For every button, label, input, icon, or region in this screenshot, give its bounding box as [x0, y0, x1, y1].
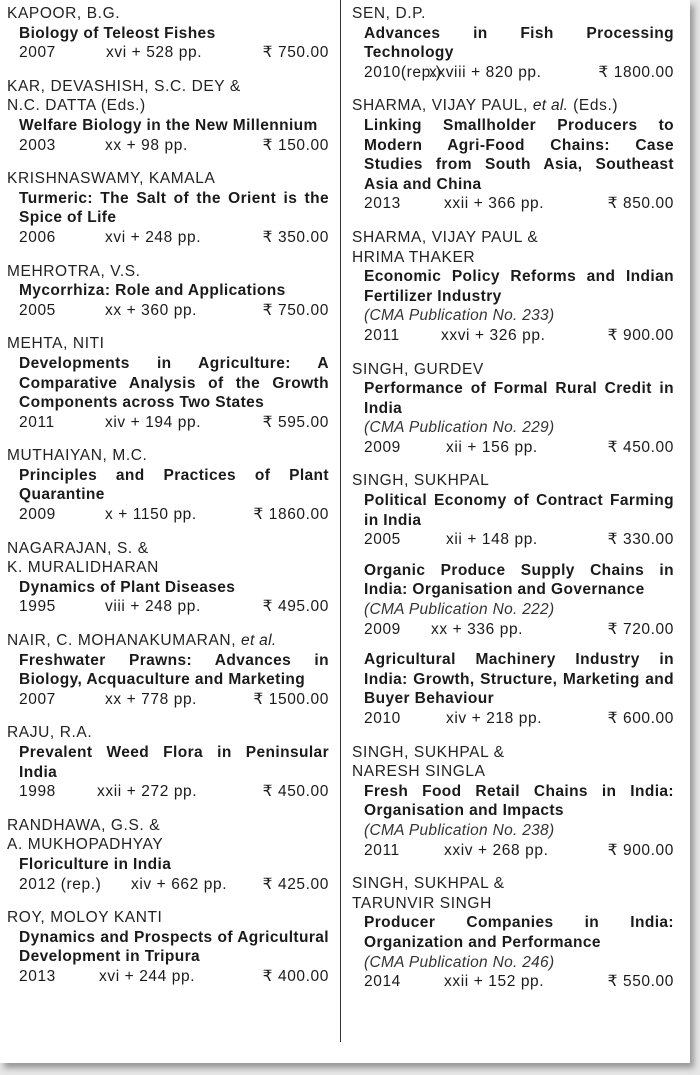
- catalog-entry: [7, 334, 329, 432]
- entry-body: [7, 24, 329, 63]
- book-title: Linking Smallholder Producers to Modern Agri-Food Chains: Case Studies from South Asia, Southeast Asia and China: [364, 116, 674, 193]
- entry-author: K. MURALIDHARAN: [7, 559, 159, 577]
- publication-year: 2012 (rep.): [19, 875, 102, 893]
- publication-year: 1995: [19, 598, 56, 616]
- author-name: SINGH, GURDEV: [352, 360, 484, 378]
- book-price: ₹ 750.00: [262, 301, 329, 319]
- catalog-entry: [7, 169, 329, 247]
- book-title: Floriculture in India: [19, 855, 172, 873]
- page-count: xx + 336 pp.: [431, 620, 524, 638]
- author-name: SEN, D.P.: [352, 5, 427, 22]
- book-price: ₹ 550.00: [607, 973, 674, 991]
- entry-body: [352, 24, 674, 83]
- entry-body: [7, 578, 329, 617]
- author-name: KAPOOR, B.G.: [7, 5, 121, 22]
- book-details: [19, 597, 329, 617]
- book-details: [364, 709, 674, 729]
- book-title: Developments in Agriculture: A Comparative Analysis of the Growth Components across Two States: [19, 354, 329, 412]
- entry-author: A. MUKHOPADHYAY: [7, 836, 164, 854]
- entry-body: [7, 466, 329, 525]
- page-count: xiv + 662 pp.: [131, 875, 228, 893]
- entry-author: NAGARAJAN, S. &: [7, 539, 149, 557]
- book-price: ₹ 350.00: [262, 228, 329, 246]
- entry-body: [7, 189, 329, 248]
- entry-author: HRIMA THAKER: [352, 248, 476, 266]
- book-details: [19, 301, 329, 321]
- author-name: KRISHNASWAMY, KAMALA: [7, 170, 216, 188]
- page-count: xxii + 152 pp.: [444, 973, 545, 991]
- book-title: Principles and Practices of Plant Quarantine: [19, 466, 329, 504]
- entry-body: [352, 491, 674, 550]
- book-price: ₹ 330.00: [607, 531, 674, 549]
- series-note: (CMA Publication No. 238): [364, 821, 555, 839]
- book-details: [19, 782, 329, 802]
- book-title: Organic Produce Supply Chains in India: Organisation and Governance: [364, 561, 674, 599]
- catalog-entry: [352, 874, 674, 992]
- right-column: [352, 4, 674, 992]
- author-et-al: et al.: [532, 97, 569, 115]
- entry-body: [352, 379, 674, 457]
- author-name: MEHTA, NITI: [7, 335, 105, 353]
- catalog-entry: [7, 77, 329, 155]
- publication-year: 1998: [19, 783, 56, 801]
- page-count: xiv + 194 pp.: [105, 413, 202, 431]
- book-price: ₹ 600.00: [607, 710, 674, 727]
- entry-author: [7, 446, 329, 466]
- entry-author: NARESH SINGLA: [352, 763, 486, 781]
- entry-body: [352, 116, 674, 214]
- book-details: [364, 438, 674, 458]
- book-title: Advances in Fish Processing Technology: [364, 24, 674, 62]
- book-title: Dynamics of Plant Diseases: [19, 578, 236, 596]
- publication-year: 2010: [364, 710, 401, 727]
- book-details: [364, 972, 674, 992]
- entry-author: SINGH, SUKHPAL &: [352, 743, 505, 761]
- author-name: NAIR, C. MOHANAKUMARAN,: [7, 632, 237, 650]
- publication-year: 2005: [364, 531, 401, 549]
- publication-year: 2011: [364, 326, 400, 344]
- page-count: xvi + 248 pp.: [105, 228, 202, 246]
- catalog-entry: [352, 228, 674, 346]
- page-count: xvi + 528 pp.: [106, 44, 203, 62]
- publication-year: 2011: [19, 413, 55, 431]
- catalog-entry: [352, 743, 674, 861]
- book-title: Dynamics and Prospects of Agricultural Development in Tripura: [19, 928, 329, 966]
- book-price: ₹ 450.00: [607, 438, 674, 456]
- book-details: [364, 620, 674, 640]
- book-details: [364, 530, 674, 550]
- entry-author: SINGH, SUKHPAL &: [352, 875, 505, 893]
- catalog-entry: [7, 262, 329, 321]
- book-price: ₹ 720.00: [607, 620, 674, 638]
- author-name: RAJU, R.A.: [7, 724, 93, 742]
- page-count: x + 1150 pp.: [105, 506, 197, 524]
- entry-body: [7, 281, 329, 320]
- book-details: [19, 875, 329, 895]
- author-name: MEHROTRA, V.S.: [7, 262, 141, 280]
- entry-body: [7, 928, 329, 987]
- book-price: ₹ 450.00: [262, 783, 329, 801]
- page-count: xxvi + 326 pp.: [441, 326, 546, 344]
- publication-year: 2003: [19, 136, 56, 154]
- entry-body: [7, 743, 329, 802]
- entry-body: [352, 913, 674, 991]
- book-title: Performance of Formal Rural Credit in India: [364, 380, 674, 417]
- series-note: (CMA Publication No. 233): [364, 307, 555, 325]
- series-note: (CMA Publication No. 229): [364, 419, 555, 437]
- entry-author: [352, 4, 674, 24]
- page-count: xxiv + 268 pp.: [444, 841, 549, 859]
- publication-year: 2007: [19, 690, 56, 708]
- entry-author: [7, 908, 329, 928]
- book-price: ₹ 425.00: [262, 875, 329, 893]
- book-title: Welfare Biology in the New Millennium: [19, 116, 318, 134]
- catalog-entry: [352, 561, 674, 639]
- publication-year: 2009: [19, 506, 56, 524]
- catalog-entry: [7, 723, 329, 801]
- book-details: [364, 326, 674, 346]
- catalog-entry: [7, 4, 329, 63]
- catalog-entry: [352, 650, 674, 728]
- catalog-entry: [7, 539, 329, 617]
- column-divider: [340, 0, 341, 1042]
- catalog-entry: [352, 360, 674, 458]
- page-count: xx + 778 pp.: [105, 690, 198, 708]
- entry-author: [7, 169, 329, 189]
- entry-author: TARUNVIR SINGH: [352, 894, 492, 912]
- entry-author: SHARMA, VIJAY PAUL &: [352, 228, 539, 246]
- page-count: viii + 248 pp.: [105, 598, 201, 616]
- entry-author: [352, 96, 674, 116]
- author-name: MUTHAIYAN, M.C.: [7, 447, 148, 465]
- series-note: (CMA Publication No. 222): [364, 601, 555, 619]
- page-count: xx + 360 pp.: [105, 301, 198, 319]
- book-price: ₹ 495.00: [262, 598, 329, 616]
- author-et-al: et al.: [241, 632, 277, 650]
- book-details: [19, 967, 329, 987]
- series-note: (CMA Publication No. 246): [364, 953, 555, 971]
- book-title: Agricultural Machinery Industry in India: Growth, Structure, Marketing and Buyer Behaviour: [364, 651, 674, 708]
- entry-author: [7, 631, 329, 651]
- catalog-entry: [7, 816, 329, 894]
- catalog-entry: [7, 446, 329, 524]
- publication-year: 2005: [19, 301, 56, 319]
- page-count: xxii + 272 pp.: [97, 783, 198, 801]
- page-count: xxviii + 820 pp.: [429, 63, 542, 81]
- entry-body: [352, 650, 674, 728]
- book-price: ₹ 595.00: [262, 413, 329, 431]
- author-name: ROY, MOLOY KANTI: [7, 909, 163, 927]
- book-title: Prevalent Weed Flora in Peninsular India: [19, 744, 329, 781]
- book-title: Fresh Food Retail Chains in India: Organisation and Impacts: [364, 782, 674, 820]
- publication-year: 2009: [364, 438, 401, 456]
- publication-year: 2010(rep.): [364, 63, 442, 81]
- book-price: ₹ 1860.00: [253, 506, 329, 524]
- author-name: SHARMA, VIJAY PAUL,: [352, 97, 528, 115]
- page-count: xiv + 218 pp.: [446, 710, 543, 727]
- entry-author: [7, 723, 329, 743]
- author-eds: (Eds.): [573, 97, 619, 115]
- book-details: [364, 841, 674, 861]
- book-price: ₹ 150.00: [262, 136, 329, 154]
- book-price: ₹ 400.00: [262, 967, 329, 985]
- entry-author: RANDHAWA, G.S. &: [7, 816, 161, 834]
- book-price: ₹ 750.00: [262, 44, 329, 62]
- author-name: SINGH, SUKHPAL: [352, 472, 490, 490]
- book-title: Turmeric: The Salt of the Orient is the Spice of Life: [19, 189, 329, 227]
- book-details: [19, 228, 329, 248]
- book-details: [19, 505, 329, 525]
- left-column: [7, 4, 329, 987]
- entry-body: [352, 267, 674, 345]
- book-title: Producer Companies in India: Organization and Performance: [364, 914, 674, 951]
- catalog-entry: [352, 471, 674, 549]
- publication-year: 2009: [364, 620, 401, 638]
- entry-author: N.C. DATTA (Eds.): [7, 97, 146, 115]
- page-count: xvi + 244 pp.: [99, 967, 196, 985]
- entry-author: [352, 471, 674, 491]
- book-details: [364, 194, 674, 214]
- page-count: xii + 148 pp.: [446, 531, 538, 549]
- catalog-entry: [352, 96, 674, 214]
- page-count: xii + 156 pp.: [446, 438, 538, 456]
- book-details: [19, 136, 329, 156]
- entry-body: [7, 855, 329, 894]
- book-details: [19, 43, 329, 63]
- publication-year: 2006: [19, 228, 56, 246]
- page-count: xx + 98 pp.: [105, 136, 188, 154]
- entry-author: [7, 262, 329, 282]
- book-price: ₹ 1800.00: [598, 63, 674, 81]
- publication-year: 2011: [364, 841, 400, 859]
- book-title: Mycorrhiza: Role and Applications: [19, 282, 286, 300]
- publication-year: 2007: [19, 44, 56, 62]
- publication-year: 2013: [19, 967, 56, 985]
- entry-author: KAR, DEVASHISH, S.C. DEY &: [7, 77, 241, 95]
- entry-body: [7, 116, 329, 155]
- page-count: xxii + 366 pp.: [444, 195, 545, 213]
- book-details: [19, 690, 329, 710]
- catalog-entry: [7, 631, 329, 709]
- catalog-entry: [352, 4, 674, 82]
- entry-body: [7, 651, 329, 710]
- publication-year: 2013: [364, 195, 401, 213]
- book-details: [19, 413, 329, 433]
- entry-author: [7, 334, 329, 354]
- entry-author: [7, 4, 329, 24]
- entry-body: [352, 782, 674, 860]
- book-title: Freshwater Prawns: Advances in Biology, Acquaculture and Marketing: [19, 651, 329, 689]
- book-price: ₹ 850.00: [607, 195, 674, 213]
- book-title: Political Economy of Contract Farming in India: [364, 492, 674, 529]
- book-title: Economic Policy Reforms and Indian Fertilizer Industry: [364, 268, 674, 305]
- book-title: Biology of Teleost Fishes: [19, 24, 216, 42]
- publication-year: 2014: [364, 973, 401, 991]
- entry-body: [352, 561, 674, 639]
- book-details: [364, 63, 674, 83]
- entry-body: [7, 354, 329, 432]
- catalog-entry: [7, 908, 329, 986]
- entry-author: [352, 360, 674, 380]
- book-price: ₹ 1500.00: [253, 690, 329, 708]
- book-price: ₹ 900.00: [607, 326, 674, 344]
- book-price: ₹ 900.00: [607, 841, 674, 859]
